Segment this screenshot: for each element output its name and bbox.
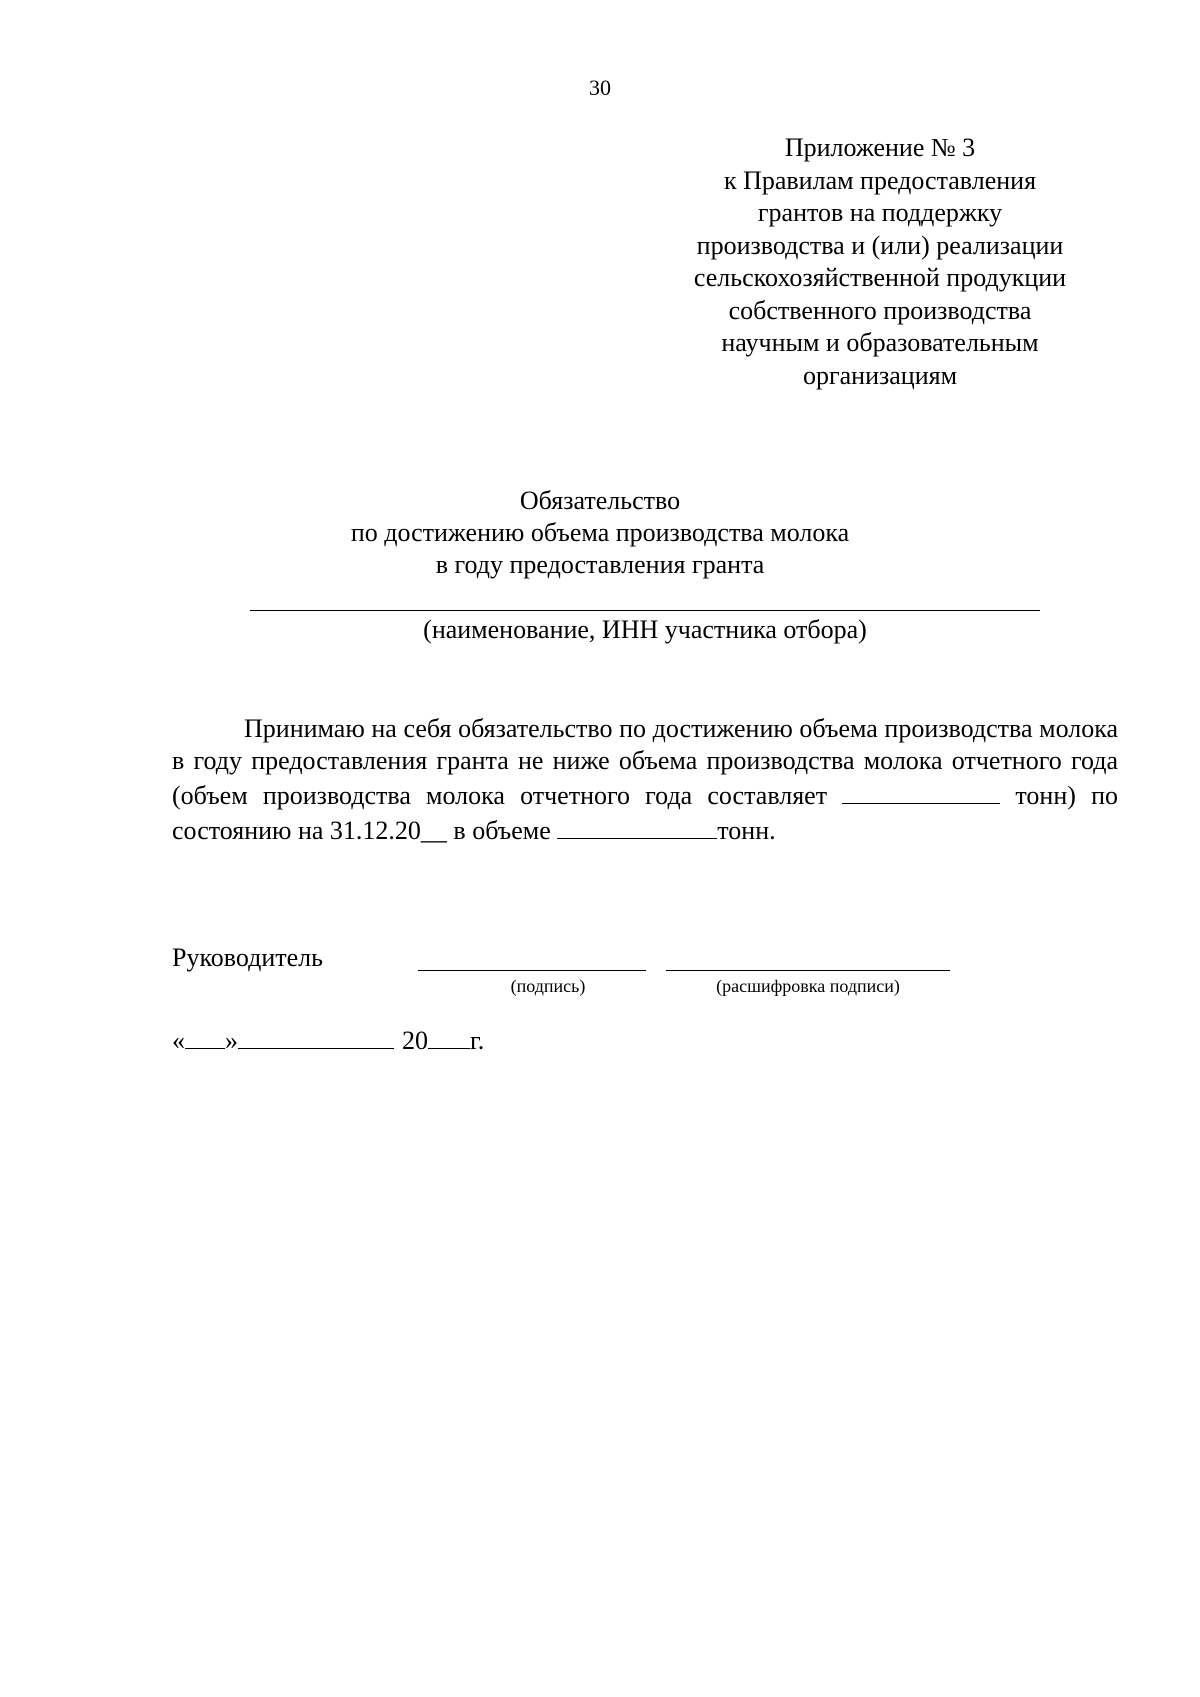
year-prefix: 20 — [402, 1026, 428, 1055]
page-number: 30 — [589, 75, 611, 100]
appendix-line: сельскохозяйственной продукции — [693, 263, 1067, 292]
date-field — [172, 1022, 484, 1057]
body-text-part: тонн. — [717, 816, 776, 845]
commitment-paragraph — [172, 713, 1118, 847]
date-open-quote: « — [172, 1026, 185, 1055]
appendix-line: собственного производства — [728, 295, 1032, 325]
volume-reporting-year-blank — [842, 777, 1000, 804]
appendix-line: к Правилам предоставления — [723, 165, 1037, 195]
appendix-line: организациям — [802, 360, 958, 390]
day-blank — [185, 1022, 225, 1049]
title-line: в году предоставления гранта — [435, 550, 765, 579]
head-label: Руководитель — [172, 943, 323, 972]
volume-commitment-blank — [557, 812, 717, 839]
body-text-part: тонн) по состоянию на 31.12.20__ в объеме — [172, 781, 1118, 845]
month-blank — [238, 1022, 394, 1049]
appendix-line: научным и образовательным — [721, 328, 1039, 357]
signature-blank-line — [418, 970, 646, 971]
appendix-header — [650, 132, 1110, 392]
signature-decoding-blank-line — [666, 970, 950, 971]
date-close-quote: » — [225, 1026, 238, 1055]
appendix-line: Приложение № 3 — [784, 133, 976, 162]
appendix-line: грантов на поддержку — [757, 198, 1003, 227]
document-title — [0, 485, 1200, 581]
year-blank — [428, 1022, 470, 1049]
body-text-part: Принимаю на себя обязательство по достижению объема производства молока в году предоставления гранта не ниже объема производства молока отчетного года (объем производства молока отчетного года составляет — [172, 714, 1118, 810]
title-line: по достижению объема производства молока — [350, 518, 850, 547]
signature-caption: (подпись) — [510, 976, 586, 996]
participant-name-caption: (наименование, ИНН участника отбора) — [423, 615, 867, 644]
title-line: Обязательство — [519, 486, 681, 515]
participant-name-blank-line — [250, 610, 1040, 611]
year-suffix: г. — [470, 1026, 485, 1055]
appendix-line: производства и (или) реализации — [696, 230, 1064, 260]
signature-decoding-caption: (расшифровка подписи) — [716, 976, 900, 996]
